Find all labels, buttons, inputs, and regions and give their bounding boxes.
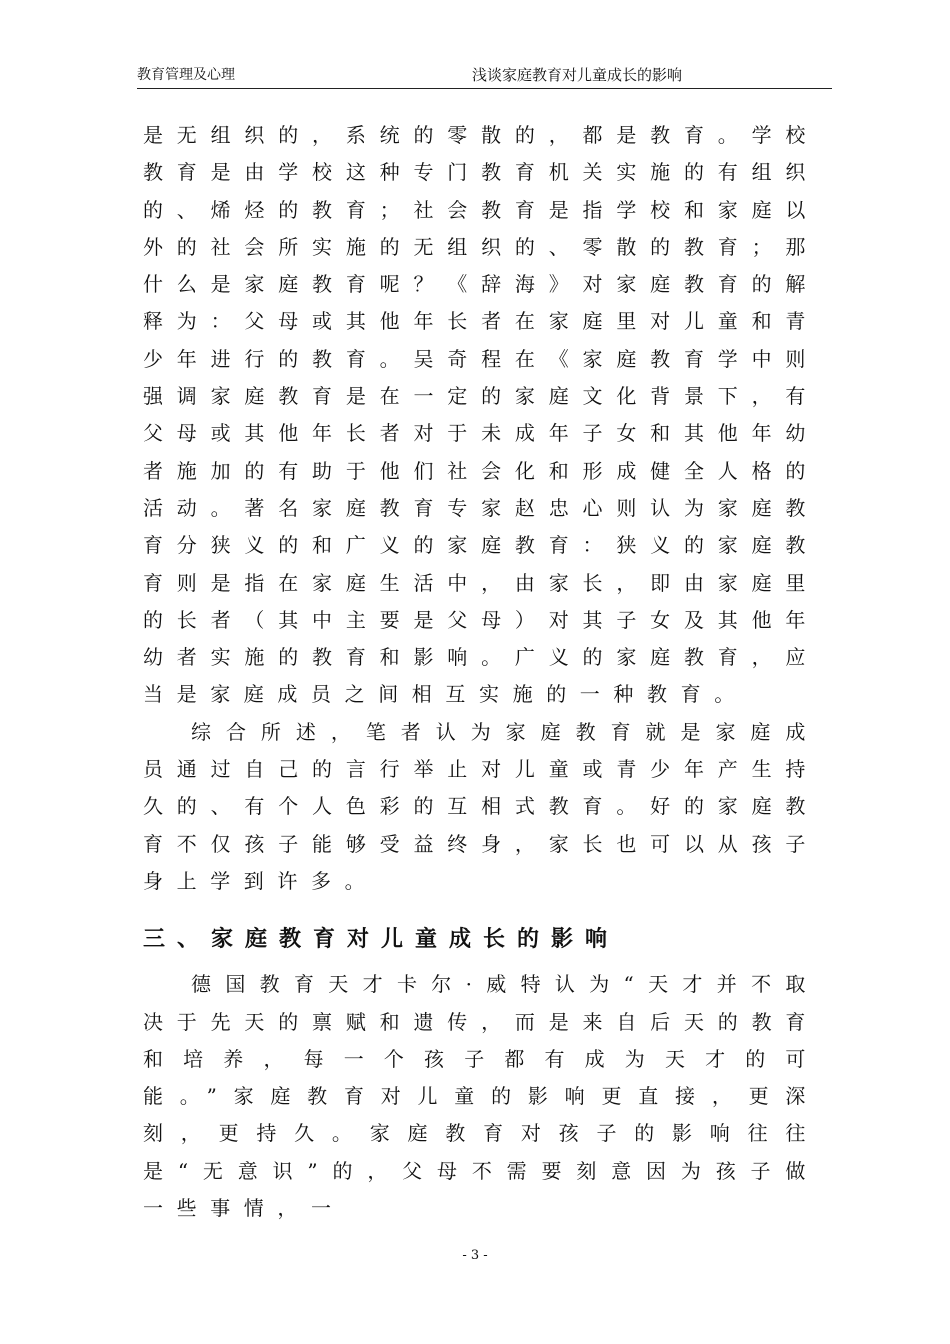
paragraph-influence: 德国教育天才卡尔·威特认为“天才并不取决于先天的禀赋和遗传，而是来自后天的教育和培养，每一个孩子都有成为天才的可能。”家庭教育对儿童的影响更直接，更深刻，更持久。家庭教育对孩子的影响往往是“无意识”的，父母不需要刻意因为孩子做一些事情，一 (143, 972, 819, 1221)
paragraph-summary: 综合所述，笔者认为家庭教育就是家庭成员通过自己的言行举止对儿童或青少年产生持久的、有个人色彩的互相式教育。好的家庭教育不仅孩子能够受益终身，家长也可以从孩子身上学到许多。 (143, 719, 819, 893)
header-title: 浅谈家庭教育对儿童成长的影响 (471, 66, 682, 84)
page-header (137, 66, 832, 89)
header-category: 教育管理及心理 (137, 67, 235, 83)
page-number: - 3 - (462, 1248, 488, 1263)
paragraph-definitions: 是无组织的，系统的零散的，都是教育。学校教育是由学校这种专门教育机关实施的有组织的、烯烃的教育；社会教育是指学校和家庭以外的社会所实施的无组织的、零散的教育；那什么是家庭教育呢？《辞海》对家庭教育的解释为：父母或其他年长者在家庭里对儿童和青少年进行的教育。吴奇程在《家庭教育学中则强调家庭教育是在一定的家庭文化背景下，有父母或其他年长者对于未成年子女和其他年幼者施加的有助于他们社会化和形成健全人格的活动。著名家庭教育专家赵忠心则认为家庭教育分狭义的和广义的家庭教育：狭义的家庭教育则是指在家庭生活中，由家长，即由家庭里的长者（其中主要是父母）对其子女及其他年幼者实施的教育和影响。广义的家庭教育，应当是家庭成员之间相互实施的一种教育。 (143, 123, 819, 707)
body-text (143, 117, 819, 1227)
section-heading: 三、家庭教育对儿童成长的影响 (143, 927, 620, 953)
